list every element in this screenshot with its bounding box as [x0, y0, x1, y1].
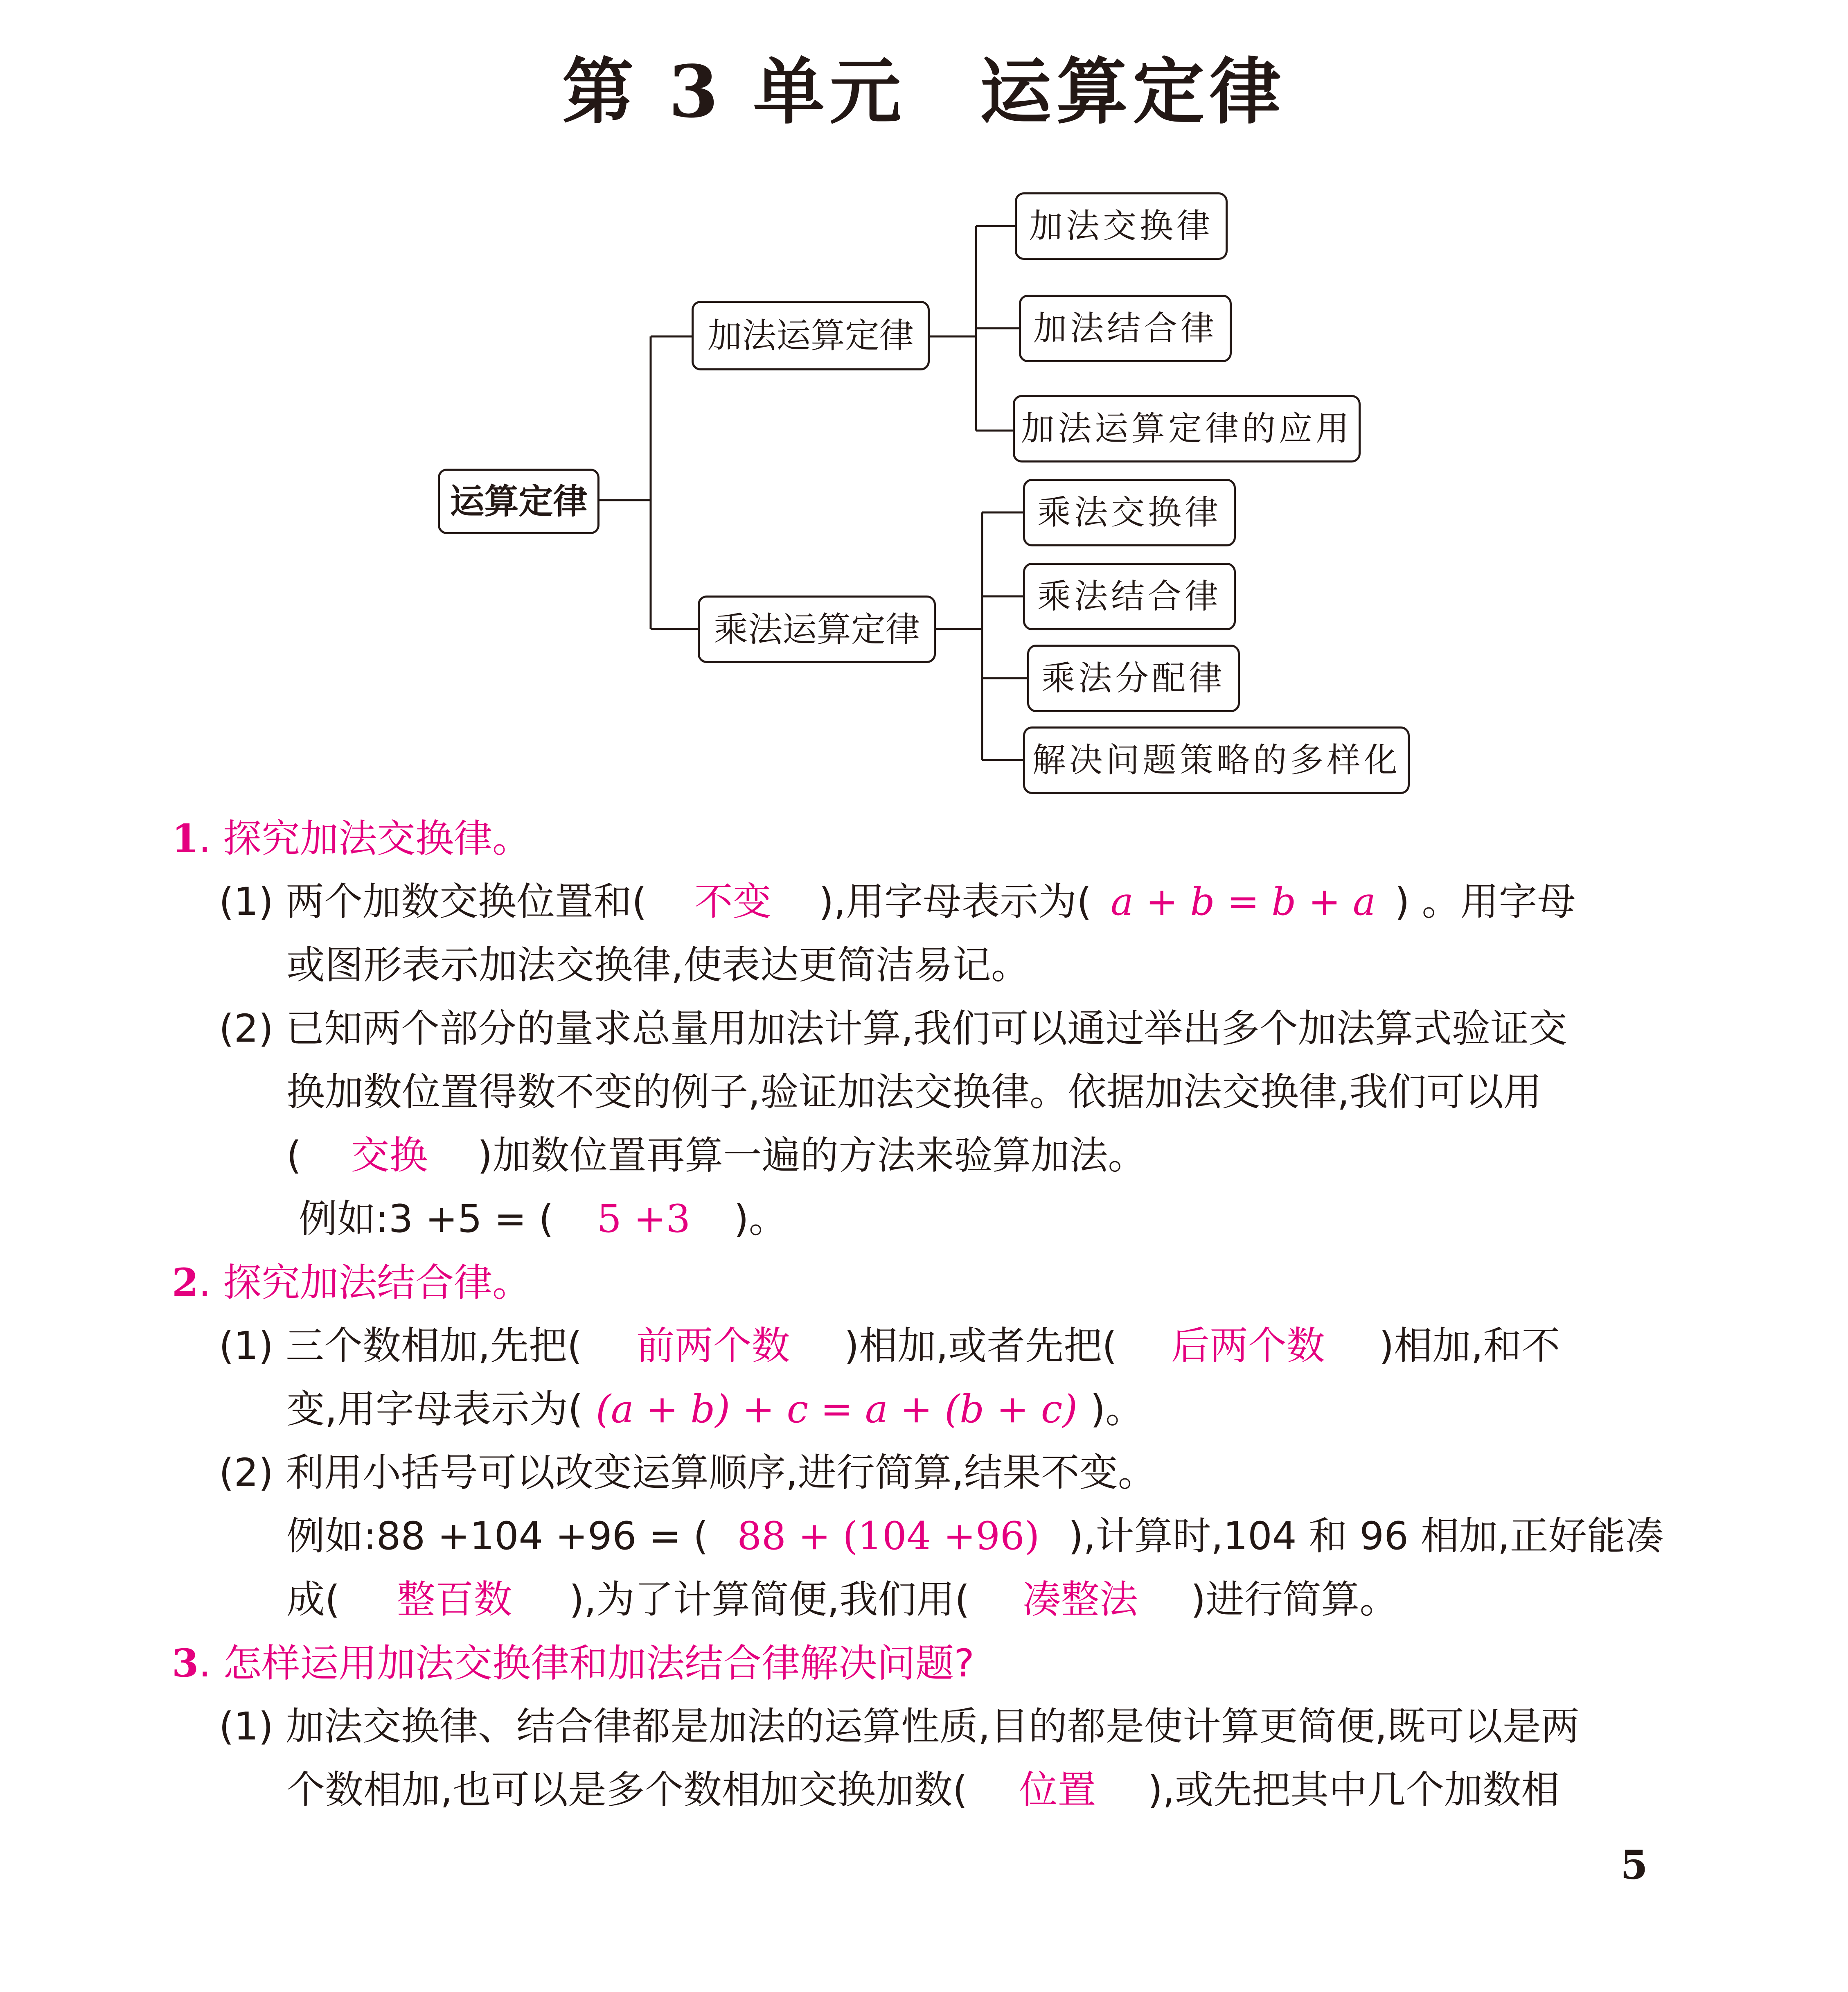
map-node-add-commutative: 加法交换律: [1015, 192, 1228, 260]
text: 个数相加,也可以是多个数相加交换加数(: [286, 1768, 968, 1812]
map-node-mul-commutative: 乘法交换律: [1023, 479, 1236, 546]
text: ),用字母表示为(: [818, 880, 1092, 924]
text: )进行简算。: [1190, 1577, 1398, 1622]
text: 变,用字母表示为(: [286, 1387, 583, 1432]
q3-heading: [172, 1631, 974, 1696]
text: (1) 两个加数交换位置和(: [219, 880, 647, 924]
text: 成(: [286, 1577, 340, 1622]
q1-title: . 探究加法交换律。: [198, 817, 531, 861]
unit-label: 第 3 单元: [562, 50, 906, 134]
answer-blank: (a + b) + c = a + (b + c): [596, 1387, 1078, 1432]
map-node-multiplication-laws: 乘法运算定律: [698, 596, 936, 663]
q2-p2-line3: [286, 1568, 1398, 1632]
text: 例如:3 +5 = (: [299, 1197, 554, 1241]
q1-p1-line2: 或图形表示加法交换律,使表达更简洁易记。: [286, 943, 1030, 988]
map-node-add-application: 加法运算定律的应用: [1013, 395, 1361, 462]
page-number: 5: [1620, 1842, 1648, 1888]
q3-number: 3: [172, 1641, 199, 1686]
map-node-addition-laws: 加法运算定律: [692, 301, 930, 370]
answer-blank: 后两个数: [1171, 1324, 1325, 1368]
answer-blank: 5 +3: [597, 1197, 691, 1241]
q1-p1-line1: [219, 870, 1576, 934]
unit-name: 运算定律: [980, 50, 1286, 134]
map-node-add-associative: 加法结合律: [1019, 295, 1232, 362]
answer-blank: 位置: [1019, 1768, 1096, 1812]
q2-heading: [172, 1250, 531, 1315]
text: (1) 三个数相加,先把(: [219, 1324, 582, 1368]
text: ),为了计算简便,我们用(: [569, 1577, 970, 1622]
text: ),计算时,104 和 96 相加,正好能凑: [1068, 1514, 1664, 1559]
concept-map-lines: [0, 0, 1848, 819]
answer-blank: 整百数: [397, 1577, 512, 1622]
text: )。: [1090, 1387, 1144, 1432]
q3-p1-line2: [286, 1758, 1560, 1823]
answer-blank: 前两个数: [636, 1324, 790, 1368]
map-node-root: 运算定律: [438, 469, 599, 534]
text: )相加,或者先把(: [844, 1324, 1117, 1368]
q2-p2-line2: [286, 1504, 1664, 1569]
q2-p1-line1: [219, 1314, 1560, 1378]
q2-number: 2: [172, 1260, 199, 1305]
q1-p2-line3: [286, 1123, 1146, 1188]
text: 例如:88 +104 +96 = (: [286, 1514, 708, 1559]
q2-title: . 探究加法结合律。: [198, 1261, 531, 1305]
q2-p1-line2: [286, 1377, 1144, 1442]
text: )加数位置再算一遍的方法来验算加法。: [477, 1133, 1147, 1178]
text: ),或先把其中几个加数相: [1147, 1768, 1560, 1812]
q1-p2-line2: 换加数位置得数不变的例子,验证加法交换律。依据加法交换律,我们可以用: [286, 1070, 1542, 1114]
text: (: [286, 1133, 302, 1178]
text: )相加,和不: [1379, 1324, 1560, 1368]
answer-blank: 交换: [351, 1133, 428, 1178]
q3-title: . 怎样运用加法交换律和加法结合律解决问题?: [198, 1641, 975, 1686]
map-node-mul-distributive: 乘法分配律: [1027, 645, 1240, 712]
answer-blank: 不变: [694, 880, 771, 924]
q3-p1-line1: (1) 加法交换律、结合律都是加法的运算性质,目的都是使计算更简便,既可以是两: [219, 1704, 1580, 1749]
answer-blank: a + b = b + a: [1110, 880, 1376, 924]
map-node-strategy-diversity: 解决问题策略的多样化: [1023, 726, 1410, 794]
q1-p2-line1: (2) 已知两个部分的量求总量用加法计算,我们可以通过举出多个加法算式验证交: [219, 1006, 1567, 1051]
q1-heading: [172, 806, 531, 871]
q1-number: 1: [172, 816, 199, 861]
text: ) 。用字母: [1394, 880, 1576, 924]
answer-blank: 凑整法: [1022, 1577, 1138, 1622]
map-node-mul-associative: 乘法结合律: [1023, 563, 1236, 630]
answer-blank: 88 + (104 +96): [737, 1514, 1040, 1559]
text: )。: [734, 1197, 787, 1241]
q2-p2-line1: (2) 利用小括号可以改变运算顺序,进行简算,结果不变。: [219, 1451, 1156, 1495]
q1-p2-example: [299, 1187, 787, 1252]
